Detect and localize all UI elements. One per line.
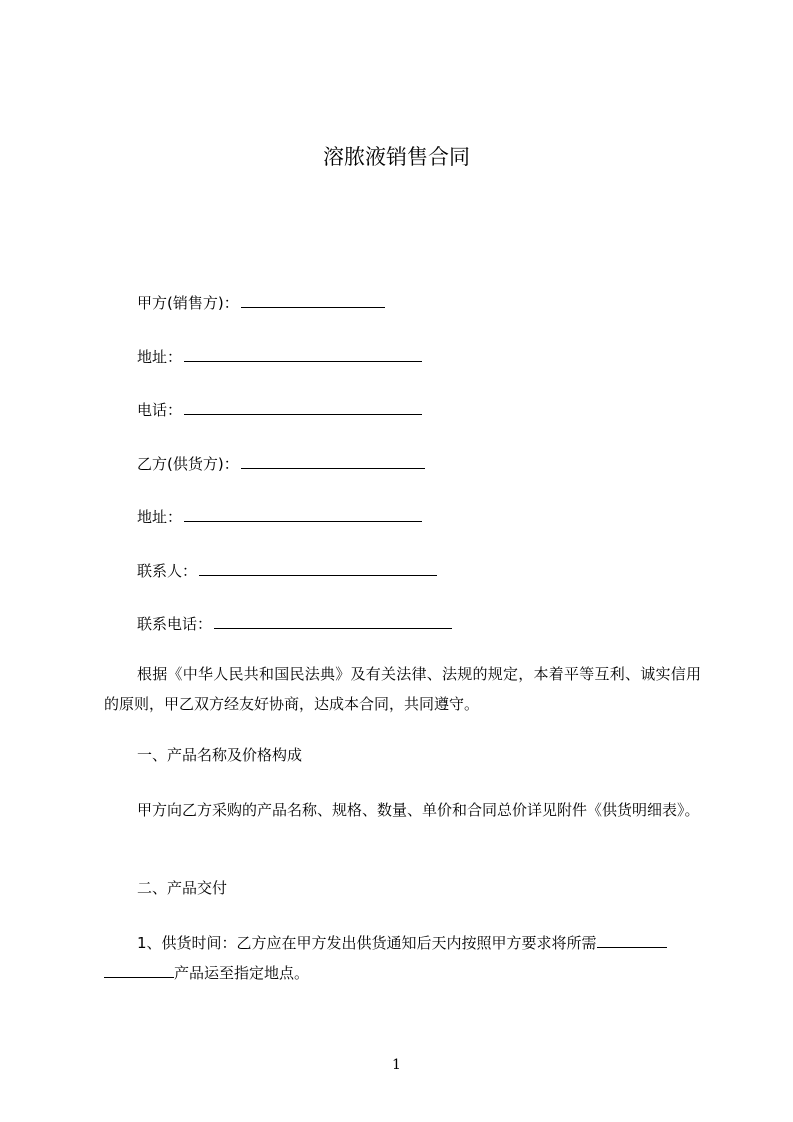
- section-1-heading: 一、产品名称及价格构成: [137, 746, 303, 764]
- party-b-address-field: [137, 506, 422, 527]
- party-b-contact-label: 联系人：: [137, 562, 198, 580]
- section-2-heading: 二、产品交付: [137, 879, 228, 897]
- item-1-suffix: 产品运至指定地点。: [174, 964, 310, 982]
- party-b-label: 乙方(供货方)：: [137, 455, 239, 473]
- party-b-address-blank: [184, 506, 422, 522]
- party-b-contact-field: [137, 560, 437, 581]
- party-b-contact-blank: [199, 560, 437, 576]
- item-1-blank-line-1: [597, 933, 667, 948]
- party-a-address-blank: [184, 346, 422, 362]
- party-b-blank: [241, 453, 425, 469]
- party-a-phone-field: [137, 399, 422, 420]
- party-b-phone-blank: [214, 613, 452, 629]
- intro-paragraph: 根据《中华人民共和国民法典》及有关法律、法规的规定，本着平等互利、诚实信用的原则，甲乙双方经友好协商，达成本合同，共同遵守。: [104, 665, 701, 713]
- party-a-address-field: [137, 346, 422, 367]
- party-a-phone-label: 电话：: [137, 401, 183, 419]
- item-1-blank-line-2: [104, 963, 174, 978]
- document-title: 溶脓液销售合同: [323, 145, 470, 169]
- party-a-address-label: 地址：: [137, 348, 183, 366]
- party-a-field: [137, 292, 385, 313]
- page-number: 1: [392, 1057, 401, 1073]
- party-a-phone-blank: [184, 399, 422, 415]
- item-1-text: 1、供货时间：乙方应在甲方发出供货通知后天内按照甲方要求将所需: [137, 934, 597, 952]
- party-a-blank: [241, 292, 385, 308]
- section-1-body: 甲方向乙方采购的产品名称、规格、数量、单价和合同总价详见附件《供货明细表》。: [137, 801, 700, 819]
- section-2-item-1: [104, 928, 701, 988]
- party-b-address-label: 地址：: [137, 508, 183, 526]
- party-b-phone-field: [137, 613, 452, 634]
- party-b-phone-label: 联系电话：: [137, 615, 213, 633]
- party-b-field: [137, 453, 425, 474]
- party-a-label: 甲方(销售方)：: [137, 294, 239, 312]
